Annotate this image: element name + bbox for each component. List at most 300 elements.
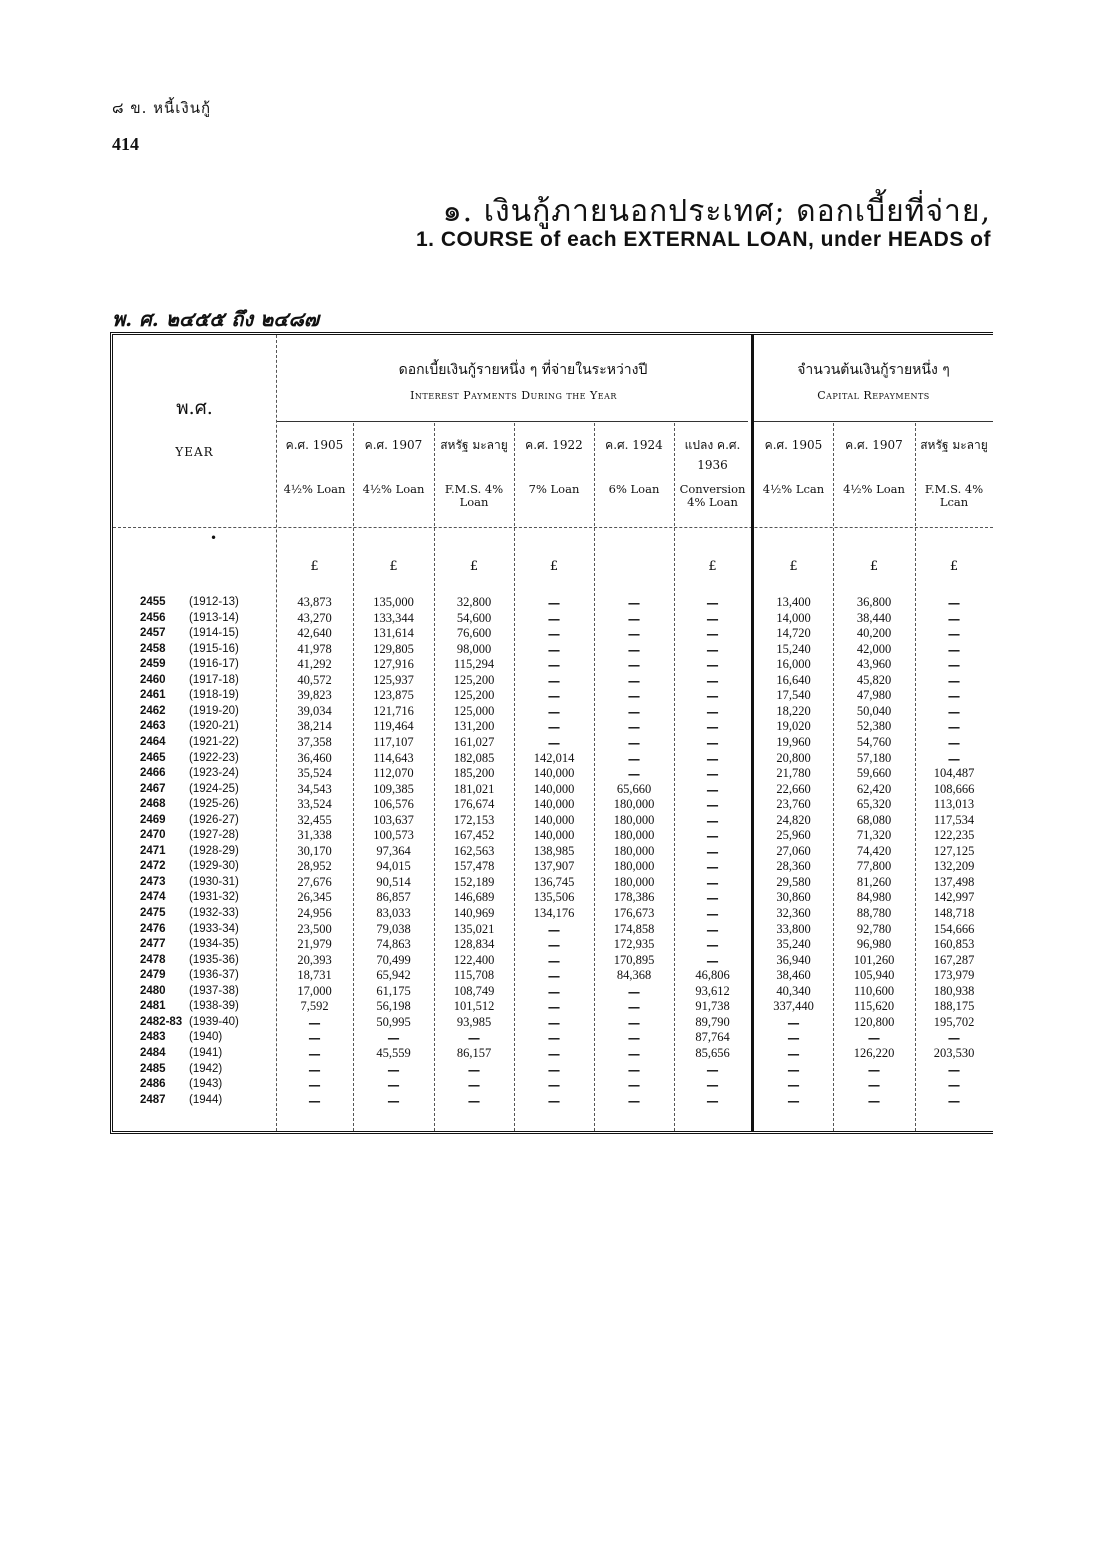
table-cell: 106,576: [373, 797, 414, 812]
table-cell: —: [706, 843, 719, 859]
year-ad: (1915-16): [189, 642, 239, 655]
table-cell: 70,499: [376, 952, 411, 967]
year-thai: 2482-83: [140, 1015, 183, 1028]
table-row: [113, 704, 993, 720]
year-ad: (1913-14): [189, 611, 239, 624]
table-cell: 85,656: [695, 1045, 730, 1060]
table-row: [113, 1077, 993, 1093]
table-cell: 47,980: [856, 688, 892, 703]
table-cell: —: [706, 766, 719, 782]
table-cell: 26,345: [297, 890, 332, 905]
table-cell: 86,857: [376, 890, 411, 905]
table-cell: —: [627, 1045, 641, 1061]
table-cell: —: [706, 703, 719, 719]
table-cell: 65,660: [616, 781, 652, 796]
table-cell: 16,640: [776, 672, 811, 687]
table-cell: —: [547, 1030, 561, 1046]
table-cell: —: [387, 1030, 400, 1046]
year-ad: (1940): [189, 1031, 223, 1044]
table-cell: —: [547, 1077, 561, 1093]
year-thai: 2475: [140, 907, 166, 919]
unit-label: £: [789, 559, 798, 574]
table-cell: —: [947, 703, 961, 719]
column-header-top: ค.ศ. 1905: [764, 438, 823, 452]
table-cell: —: [706, 719, 719, 735]
table-cell: —: [547, 719, 561, 735]
year-thai: 2479: [140, 969, 166, 982]
table-cell: 40,572: [297, 672, 332, 687]
year-ad: (1918-19): [189, 689, 239, 702]
table-cell: 117,534: [933, 812, 975, 827]
table-cell: —: [547, 1045, 561, 1061]
table-cell: 43,873: [297, 595, 332, 609]
table-cell: 28,952: [297, 859, 332, 874]
table-cell: 178,386: [613, 890, 655, 905]
table-cell: —: [627, 703, 641, 719]
capital-group-thai: จำนวนต้นเงินกู้รายหนึ่ง ๆ: [797, 362, 950, 378]
table-row: [113, 1093, 993, 1109]
table-cell: 97,364: [376, 843, 411, 858]
table-cell: 108,749: [453, 983, 495, 998]
table-cell: 32,360: [776, 906, 811, 920]
table-cell: 65,320: [856, 797, 892, 812]
year-ad: (1941): [189, 1046, 223, 1059]
table-cell: —: [467, 1092, 481, 1108]
table-cell: 20,800: [776, 750, 811, 765]
table-cell: 127,916: [373, 657, 414, 672]
table-cell: 43,960: [856, 657, 892, 672]
table-cell: 103,637: [373, 812, 414, 827]
year-ad: (1942): [189, 1062, 223, 1075]
table-cell: 172,153: [453, 812, 495, 827]
year-ad: (1930-31): [189, 875, 239, 888]
table-cell: 337,440: [773, 999, 814, 1014]
table-row: [113, 1062, 993, 1078]
table-cell: 140,000: [533, 797, 575, 812]
table-cell: 28,360: [776, 859, 811, 874]
table-cell: 182,085: [453, 750, 495, 765]
unit-label: £: [949, 559, 959, 574]
table-cell: —: [627, 1061, 641, 1077]
table-cell: 19,960: [776, 734, 811, 749]
table-cell: 96,980: [856, 937, 892, 952]
table-cell: 172,935: [613, 937, 655, 952]
year-thai: 2465: [140, 751, 166, 764]
table-cell: 142,997: [933, 890, 975, 905]
table-cell: 121,716: [373, 703, 414, 718]
table-cell: —: [947, 595, 961, 610]
table-cell: —: [627, 1077, 641, 1093]
table-cell: —: [706, 859, 719, 875]
table-cell: 32,800: [456, 595, 492, 609]
header-bottom-rule: [113, 527, 993, 528]
table-cell: —: [547, 672, 561, 688]
table-cell: —: [947, 1092, 961, 1108]
table-cell: 35,524: [297, 766, 332, 781]
table-cell: 125,000: [453, 703, 495, 718]
table-cell: —: [547, 657, 561, 673]
table-cell: —: [627, 595, 641, 610]
table-cell: —: [547, 703, 561, 719]
table-cell: —: [627, 657, 641, 673]
table-cell: 180,000: [613, 828, 655, 843]
table-cell: 91,738: [695, 999, 730, 1014]
table-cell: —: [547, 734, 561, 750]
table-cell: 31,338: [297, 828, 332, 843]
table-cell: —: [308, 1045, 321, 1061]
table-cell: —: [387, 1077, 400, 1093]
table-cell: 131,200: [453, 719, 495, 734]
table-cell: 203,530: [933, 1045, 975, 1060]
table-cell: —: [706, 952, 719, 968]
year-ad: (1936-37): [189, 969, 239, 982]
table-cell: —: [706, 734, 719, 750]
table-cell: 23,500: [297, 921, 332, 936]
table-cell: —: [787, 1092, 800, 1108]
table-row: [113, 922, 993, 938]
table-cell: 161,027: [453, 734, 495, 749]
table-cell: —: [547, 999, 561, 1015]
table-cell: —: [947, 750, 961, 766]
table-row: [113, 719, 993, 735]
year-thai: 2467: [140, 782, 166, 795]
table-row: [113, 688, 993, 704]
column-header-top: สหรัฐ มะลายู: [440, 438, 508, 452]
table-cell: —: [627, 750, 641, 766]
column-header-bottom: 4½% Loan: [283, 482, 346, 496]
table-cell: 110,600: [853, 983, 895, 998]
table-cell: —: [627, 719, 641, 735]
table-cell: —: [947, 1077, 961, 1093]
table-cell: —: [947, 734, 961, 750]
table-row: [113, 828, 993, 844]
table-cell: 140,000: [533, 781, 575, 796]
column-header-bottom: 6% Loan: [608, 482, 660, 496]
column-header-bottom: F.M.S. 4% Loan: [444, 482, 504, 509]
table-row: [113, 968, 993, 984]
year-thai: 2486: [140, 1078, 166, 1091]
year-thai: 2481: [140, 1000, 166, 1013]
table-cell: 18,731: [297, 968, 332, 983]
table-row: [113, 751, 993, 767]
table-row: [113, 1046, 993, 1062]
year-thai: 2466: [140, 767, 166, 780]
table-cell: 127,125: [933, 843, 975, 858]
table-cell: —: [947, 657, 961, 673]
year-thai: 2457: [140, 627, 166, 640]
table-cell: —: [706, 781, 719, 797]
year-ad: (1931-32): [189, 891, 239, 904]
table-cell: 146,689: [453, 890, 495, 905]
table-cell: 13,400: [776, 595, 811, 609]
table-cell: —: [387, 1061, 400, 1077]
unit-label: £: [869, 559, 879, 574]
table-cell: —: [867, 1030, 881, 1046]
table-cell: 125,200: [453, 688, 495, 703]
year-thai: 2469: [140, 813, 166, 826]
table-cell: 133,344: [373, 610, 414, 625]
table-cell: 21,780: [776, 766, 811, 781]
table-cell: 54,600: [456, 610, 492, 625]
table-cell: 135,021: [453, 921, 495, 936]
unit-label: £: [469, 559, 479, 574]
year-ad: (1924-25): [189, 782, 239, 795]
table-cell: —: [627, 672, 641, 688]
column-header-top: ค.ศ. 1905: [285, 438, 344, 452]
page-number: 414: [112, 134, 139, 154]
table-cell: 137,907: [533, 859, 575, 874]
table-cell: 140,000: [533, 812, 575, 827]
table-cell: 39,823: [297, 688, 332, 703]
unit-label: £: [310, 559, 319, 574]
table-cell: 180,938: [933, 983, 975, 998]
column-header-bottom: 4½% Loan: [362, 482, 425, 496]
table-cell: —: [706, 1061, 719, 1077]
table-cell: —: [706, 657, 719, 673]
year-thai: 2460: [140, 673, 166, 686]
table-cell: 142,014: [533, 750, 575, 765]
table-cell: 120,800: [853, 1014, 895, 1029]
table-cell: 131,614: [373, 626, 414, 641]
table-cell: 122,400: [453, 952, 495, 967]
table-cell: 195,702: [933, 1014, 975, 1029]
table-cell: —: [627, 610, 641, 626]
table-cell: 71,320: [856, 828, 892, 843]
table-cell: —: [627, 983, 641, 999]
table-cell: 34,543: [297, 781, 332, 796]
column-header-bottom: F.M.S. 4% Lcan: [924, 482, 984, 509]
table-cell: 87,764: [695, 1030, 730, 1045]
table-cell: 32,455: [297, 812, 332, 827]
table-cell: —: [627, 1030, 641, 1046]
table-row: [113, 642, 993, 658]
table-cell: 30,170: [297, 843, 332, 858]
period-thai: พ. ศ. ๒๔๕๕ ถึง ๒๔๘๗: [112, 307, 319, 331]
table-cell: 45,559: [376, 1045, 411, 1060]
table-cell: —: [706, 672, 719, 688]
table-cell: 57,180: [856, 750, 892, 765]
table-cell: —: [947, 1030, 961, 1046]
column-header-bottom: 7% Loan: [528, 482, 580, 496]
table-cell: —: [706, 812, 719, 828]
table-cell: 42,000: [856, 641, 892, 656]
table-row: [113, 1030, 993, 1046]
table-row: [113, 626, 993, 642]
year-ad: (1932-33): [189, 907, 239, 919]
column-header-top: แปลง ค.ศ. 1936: [684, 438, 741, 472]
table-cell: 123,875: [373, 688, 414, 703]
title-thai: ๑. เงินกู้ภายนอกประเทศ; ดอกเบี้ยที่จ่าย,: [442, 194, 991, 229]
table-cell: —: [547, 595, 561, 610]
unit-label: £: [549, 559, 559, 574]
table-cell: 36,460: [297, 750, 332, 765]
table-row: [113, 875, 993, 891]
table-cell: 115,294: [453, 657, 495, 672]
year-ad: (1919-20): [189, 704, 239, 717]
year-ad: (1922-23): [189, 751, 239, 764]
capital-group-en: Capital Repayments: [817, 389, 930, 402]
table-cell: 14,000: [776, 610, 811, 625]
table-cell: 90,514: [376, 874, 411, 889]
table-row: [113, 1015, 993, 1031]
year-ad: (1934-35): [189, 938, 239, 951]
year-thai: 2459: [140, 658, 166, 671]
year-ad: (1929-30): [189, 860, 239, 873]
table-cell: 181,021: [453, 781, 495, 796]
table-cell: 135,506: [533, 890, 575, 905]
year-ad: (1944): [189, 1093, 223, 1106]
table-cell: 112,070: [373, 766, 414, 781]
year-thai: 2483: [140, 1031, 166, 1044]
table-cell: 134,176: [533, 906, 575, 920]
table-row: [113, 595, 993, 611]
table-cell: 101,512: [453, 999, 495, 1014]
column-header-bottom: 4½% Loan: [843, 482, 905, 496]
table-cell: 36,800: [856, 595, 892, 609]
table-cell: 180,000: [613, 874, 655, 889]
unit-label: £: [389, 559, 398, 574]
table-cell: 65,942: [376, 968, 411, 983]
table-cell: 30,860: [776, 890, 811, 905]
table-cell: —: [547, 952, 561, 968]
year-ad: (1912-13): [189, 596, 239, 608]
table-cell: 136,745: [533, 874, 575, 889]
table-cell: —: [547, 1061, 561, 1077]
table-row: [113, 844, 993, 860]
year-ad: (1914-15): [189, 627, 239, 640]
year-ad: (1943): [189, 1078, 223, 1091]
year-thai: 2476: [140, 922, 166, 935]
table-cell: 43,270: [297, 610, 332, 625]
table-cell: 81,260: [856, 874, 892, 889]
table-cell: 157,478: [453, 859, 495, 874]
table-cell: 154,666: [933, 921, 975, 936]
table-cell: 185,200: [453, 766, 495, 781]
table-cell: 105,940: [853, 968, 895, 983]
table-cell: 27,676: [297, 874, 332, 889]
table-cell: —: [627, 626, 641, 642]
table-cell: 38,440: [856, 610, 892, 625]
table-cell: 50,995: [376, 1014, 411, 1029]
table-cell: 93,612: [695, 983, 730, 998]
year-ad: (1933-34): [189, 922, 239, 935]
year-thai: 2477: [140, 938, 166, 951]
table-cell: 33,800: [776, 921, 811, 936]
table-cell: —: [947, 672, 961, 688]
table-cell: 188,175: [933, 999, 975, 1014]
table-cell: —: [308, 1061, 321, 1077]
table-cell: 22,660: [776, 781, 811, 796]
table-row: [113, 859, 993, 875]
table-cell: 104,487: [933, 766, 975, 781]
table-cell: 39,034: [297, 703, 332, 718]
table-row: [113, 797, 993, 813]
table-cell: 89,790: [695, 1014, 730, 1029]
table-cell: 140,000: [533, 766, 575, 781]
table-cell: 113,013: [933, 797, 975, 812]
table-cell: 109,385: [373, 781, 414, 796]
column-header-top: ค.ศ. 1907: [364, 438, 423, 452]
table-cell: —: [867, 1061, 881, 1077]
unit-label: £: [708, 559, 717, 574]
table-cell: 15,240: [776, 641, 811, 656]
table-cell: 140,000: [533, 828, 575, 843]
table-cell: —: [706, 890, 719, 906]
table-cell: 135,000: [373, 595, 414, 609]
year-thai: 2461: [140, 689, 166, 702]
table-cell: 79,038: [376, 921, 411, 936]
year-thai: 2474: [140, 891, 166, 904]
year-thai: 2472: [140, 860, 166, 873]
table-cell: 41,292: [297, 657, 332, 672]
table-cell: —: [627, 999, 641, 1015]
table-cell: —: [387, 1092, 400, 1108]
loan-table: [110, 332, 993, 1134]
table-cell: —: [627, 766, 641, 782]
table-cell: 129,805: [373, 641, 414, 656]
table-cell: 17,000: [297, 983, 332, 998]
table-cell: 21,979: [297, 937, 332, 952]
title-english: 1. COURSE of each EXTERNAL LOAN, under HEADS of: [415, 228, 991, 251]
table-cell: 160,853: [933, 937, 975, 952]
year-ad: (1923-24): [189, 767, 239, 780]
table-cell: —: [787, 1077, 800, 1093]
table-cell: 180,000: [613, 797, 655, 812]
year-thai: 2484: [140, 1046, 166, 1059]
table-cell: —: [706, 906, 719, 921]
table-row: [113, 890, 993, 906]
column-header-top: ค.ศ. 1924: [605, 438, 663, 452]
table-row: [113, 999, 993, 1015]
table-cell: —: [947, 641, 961, 657]
table-cell: —: [547, 641, 561, 657]
table-cell: 61,175: [376, 983, 411, 998]
year-ad: (1917-18): [189, 673, 239, 686]
table-cell: 27,060: [776, 843, 811, 858]
table-cell: 93,985: [456, 1014, 492, 1029]
year-thai: 2456: [140, 611, 166, 624]
table-cell: 108,666: [933, 781, 975, 796]
table-cell: —: [787, 1030, 800, 1046]
table-row: [113, 953, 993, 969]
table-cell: —: [547, 937, 561, 953]
table-cell: —: [947, 688, 961, 704]
table-cell: —: [706, 937, 719, 953]
table-cell: 114,643: [373, 750, 414, 765]
table-cell: 52,380: [856, 719, 892, 734]
table-cell: —: [627, 688, 641, 704]
year-thai: 2462: [140, 704, 166, 717]
year-ad: (1937-38): [189, 984, 239, 997]
table-cell: —: [706, 595, 719, 610]
table-cell: 76,600: [456, 626, 492, 641]
table-cell: 18,220: [776, 703, 811, 718]
column-header-top: สหรัฐ มะลายู: [920, 438, 988, 452]
year-thai: 2480: [140, 984, 166, 997]
table-cell: 16,000: [776, 657, 811, 672]
table-cell: 88,780: [856, 906, 892, 920]
table-cell: 180,000: [613, 812, 655, 827]
table-cell: —: [547, 610, 561, 626]
table-cell: —: [308, 1014, 321, 1030]
table-cell: 94,015: [376, 859, 411, 874]
table-cell: —: [867, 1077, 881, 1093]
table-cell: —: [787, 1045, 800, 1061]
table-cell: —: [547, 626, 561, 642]
table-cell: 115,620: [853, 999, 895, 1014]
table-cell: —: [706, 610, 719, 626]
table-cell: —: [706, 750, 719, 766]
